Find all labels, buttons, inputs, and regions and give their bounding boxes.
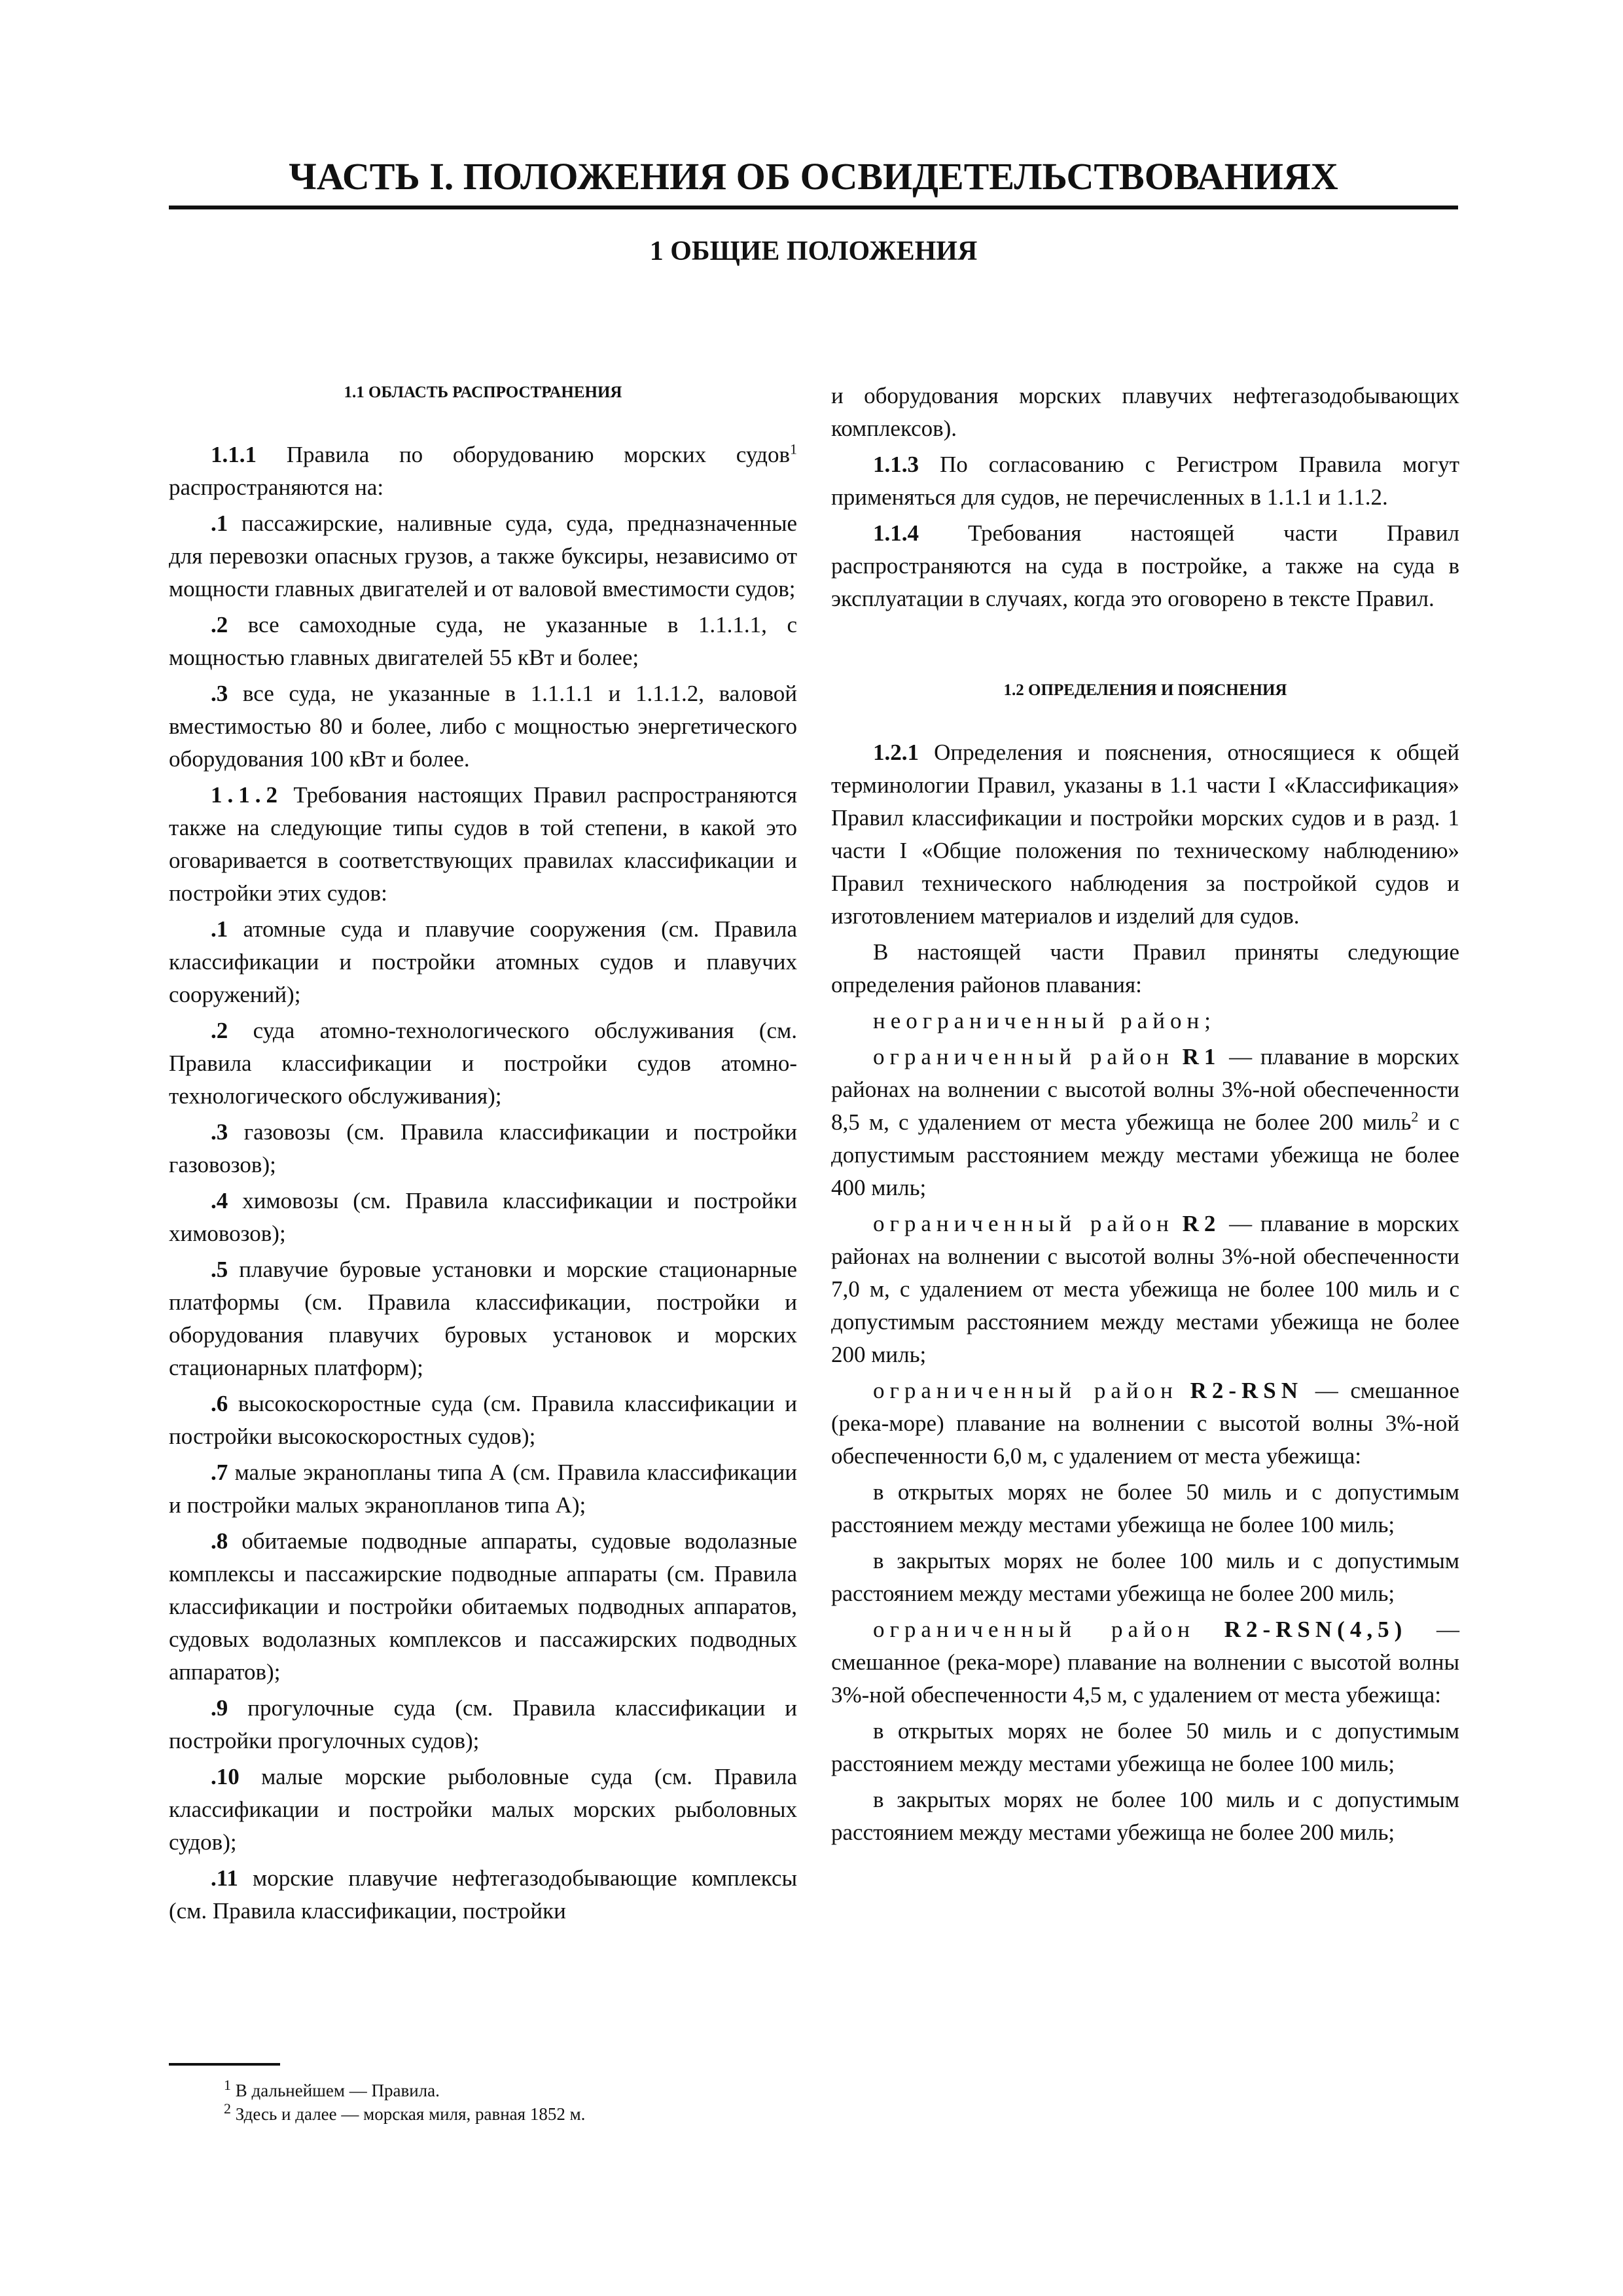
paragraph-1-2-1	[831, 736, 1459, 933]
clause-number: 1.2.1	[873, 740, 919, 765]
area-name: ограниченный район	[873, 1044, 1174, 1069]
page-header	[169, 151, 1458, 267]
item-text: все суда, не указанные в 1.1.1.1 и 1.1.1.2, валовой вместимостью 80 и более, либо с мощностью энергетического оборудования 100 кВт и более.	[169, 681, 798, 772]
item-text: малые экранопланы типа А (см. Правила классификации и постройки малых экранопланов типа А);	[169, 1460, 797, 1518]
area-code: R2-RSN(4,5)	[1224, 1617, 1408, 1642]
list-item	[169, 1525, 797, 1689]
section-heading-1-2: 1.2 ОПРЕДЕЛЕНИЯ И ПОЯСНЕНИЯ	[1003, 681, 1287, 699]
left-column	[169, 380, 797, 1931]
list-item	[169, 1388, 797, 1453]
part-title: ЧАСТЬ I. ПОЛОЖЕНИЯ ОБ ОСВИДЕТЕЛЬСТВОВАНИЯХ	[169, 151, 1458, 209]
list-item-continuation: и оборудования морских плавучих нефтегазодобывающих комплексов).	[831, 383, 1459, 441]
right-column	[831, 380, 1459, 1852]
paragraph-1-1-2	[169, 779, 797, 910]
paragraph-text: Определения и пояснения, относящиеся к общей терминологии Правил, указаны в 1.1 части I «Классификация» Правил классификации и постройки морских судов и в разд. 1 части I «Общие положения по техническому наблюдению» Правил технического наблюдения за постройкой судов и изготовлением материалов и изделий для судов.	[831, 740, 1460, 929]
item-text: прогулочные суда (см. Правила классификации и постройки прогулочных судов);	[169, 1695, 797, 1753]
area-text: — смешанное (река-море) плавание на волнении с высотой волны 3%-ной обеспеченности 6,0 м, с удалением от места убежища:	[831, 1378, 1460, 1469]
item-number: .2	[211, 1018, 228, 1043]
paragraph-text: распространяются на:	[169, 475, 384, 500]
list-item	[169, 1456, 797, 1522]
clause-number: 1.1.3	[873, 452, 919, 477]
item-text: морские плавучие нефтегазодобывающие комплексы (см. Правила классификации, постройки	[169, 1865, 797, 1924]
footnote-mark: 2	[224, 2100, 231, 2117]
paragraph-text: В настоящей части Правил приняты следующие определения районов плавания:	[831, 939, 1459, 997]
area-r1	[831, 1041, 1459, 1204]
list-item	[169, 1692, 797, 1757]
item-number: .3	[211, 681, 228, 706]
item-text: суда атомно-технологического обслуживания (см. Правила классификации и постройки судов атомно-технологического обслуживания);	[169, 1018, 797, 1109]
section-heading-1-1: 1.1 ОБЛАСТЬ РАСПРОСТРАНЕНИЯ	[344, 384, 622, 401]
area-code: R2-RSN	[1190, 1378, 1304, 1403]
list-item	[169, 1116, 797, 1181]
area-text: — плавание в морских районах на волнении с высотой волны 3%-ной обеспеченности 8,5 м, с удалением от места убежища не более 200 миль	[831, 1044, 1460, 1135]
clause-number: 1.1.1	[211, 442, 257, 467]
area-name: ограниченный район	[873, 1211, 1174, 1236]
area-r2-rsn	[831, 1374, 1459, 1473]
item-number: .2	[211, 612, 228, 637]
paragraph-1-1-4	[831, 517, 1459, 615]
area-text: и с допустимым расстоянием между местами убежища не более 400 миль;	[831, 1109, 1460, 1200]
item-number: .1	[211, 511, 228, 536]
list-item	[169, 1761, 797, 1859]
item-number: .5	[211, 1257, 228, 1282]
item-text: пассажирские, наливные суда, суда, предназначенные для перевозки опасных грузов, а также буксиры, независимо от мощности главных двигателей и от валовой вместимости судов;	[169, 511, 798, 601]
footnote-mark: 1	[224, 2077, 231, 2093]
paragraph-text: Правила по оборудованию морских судов	[286, 442, 790, 467]
area-code: R2	[1182, 1211, 1221, 1236]
item-number: .10	[211, 1764, 240, 1789]
footnote-ref: 1	[790, 440, 797, 457]
footnote-1	[169, 2079, 797, 2102]
area-r2	[831, 1208, 1459, 1371]
list-item	[169, 609, 797, 674]
item-text: газовозы (см. Правила классификации и постройки газовозов);	[169, 1119, 798, 1177]
item-text: атомные суда и плавучие сооружения (см. Правила классификации и постройки атомных судов и плавучих сооружений);	[169, 916, 798, 1007]
list-item	[169, 1185, 797, 1250]
paragraph-text: Требования настоящей части Правил распространяются на суда в постройке, а также на суда в эксплуатации в случаях, когда это оговорено в тексте Правил.	[831, 520, 1459, 611]
area-text: — смешанное (река-море) плавание на волнении с высотой волны 3%-ной обеспеченности 4,5 м, с удалением от места убежища:	[831, 1617, 1459, 1708]
item-number: .4	[211, 1188, 228, 1213]
list-item	[169, 1862, 797, 1928]
clause-number: 1.1.4	[873, 520, 919, 546]
item-number: .11	[211, 1865, 238, 1891]
area-unlimited	[831, 1005, 1459, 1037]
paragraph-text: Требования настоящих Правил распространяются также на следующие типы судов в той степени, в какой это оговаривается в соответствующих правилах классификации и постройки этих судов:	[169, 782, 798, 906]
footnote-2	[169, 2102, 797, 2126]
item-number: .3	[211, 1119, 228, 1145]
paragraph-text: По согласованию с Регистром Правила могут применяться для судов, не перечисленных в 1.1.1 и 1.1.2.	[831, 452, 1459, 510]
area-r2-rsn-4-5	[831, 1613, 1459, 1712]
list-item	[169, 1253, 797, 1384]
list-item	[169, 1014, 797, 1113]
area-name: ограниченный район	[873, 1378, 1178, 1403]
list-item	[169, 913, 797, 1011]
area-condition: в закрытых морях не более 100 миль и с допустимым расстоянием между местами убежища не более 200 миль;	[831, 1787, 1459, 1845]
area-condition: в открытых морях не более 50 миль и с допустимым расстоянием между местами убежища не более 100 миль;	[831, 1479, 1459, 1537]
list-item	[169, 677, 797, 776]
item-text: химовозы (см. Правила классификации и постройки химовозов);	[169, 1188, 798, 1246]
area-name: ограниченный район	[873, 1617, 1195, 1642]
clause-number: 1.1.2	[211, 782, 283, 808]
item-text: все самоходные суда, не указанные в 1.1.1.1, с мощностью главных двигателей 55 кВт и более;	[169, 612, 797, 670]
item-number: .6	[211, 1391, 228, 1416]
item-number: .8	[211, 1528, 228, 1554]
area-condition: в закрытых морях не более 100 миль и с допустимым расстоянием между местами убежища не более 200 миль;	[831, 1548, 1459, 1606]
item-number: .1	[211, 916, 228, 942]
area-code: R1	[1182, 1044, 1221, 1069]
item-number: .7	[211, 1460, 228, 1485]
paragraph-1-1-1	[169, 439, 797, 504]
area-condition: в открытых морях не более 50 миль и с допустимым расстоянием между местами убежища не более 100 миль;	[831, 1718, 1459, 1776]
area-name: неограниченный район;	[873, 1008, 1216, 1033]
footnote-text: В дальнейшем — Правила.	[235, 2081, 440, 2100]
paragraph-1-1-3	[831, 448, 1459, 514]
area-text: — плавание в морских районах на волнении с высотой волны 3%-ной обеспеченности 7,0 м, с удалением от места убежища не более 100 миль и с допустимым расстоянием между местами убежища не более 200 миль;	[831, 1211, 1460, 1367]
item-text: обитаемые подводные аппараты, судовые водолазные комплексы и пассажирские подводные аппараты (см. Правила классификации и постройки обитаемых подводных аппаратов, судовых водолазных комплексов и пассажирских подводных аппаратов);	[169, 1528, 797, 1685]
item-number: .9	[211, 1695, 228, 1721]
item-text: плавучие буровые установки и морские стационарные платформы (см. Правила классификации, постройки и оборудования плавучих буровых установок и морских стационарных платформ);	[169, 1257, 797, 1380]
footnote-text: Здесь и далее — морская миля, равная 1852 м.	[235, 2104, 586, 2124]
chapter-title: 1 ОБЩИЕ ПОЛОЖЕНИЯ	[649, 236, 978, 266]
footnote-separator	[169, 2063, 280, 2066]
footnote-ref: 2	[1411, 1108, 1419, 1125]
item-text: малые морские рыболовные суда (см. Правила классификации и постройки малых морских рыболовных судов);	[169, 1764, 797, 1855]
list-item	[169, 507, 797, 605]
item-text: высокоскоростные суда (см. Правила классификации и постройки высокоскоростных судов);	[169, 1391, 797, 1449]
footnotes	[169, 2079, 797, 2126]
